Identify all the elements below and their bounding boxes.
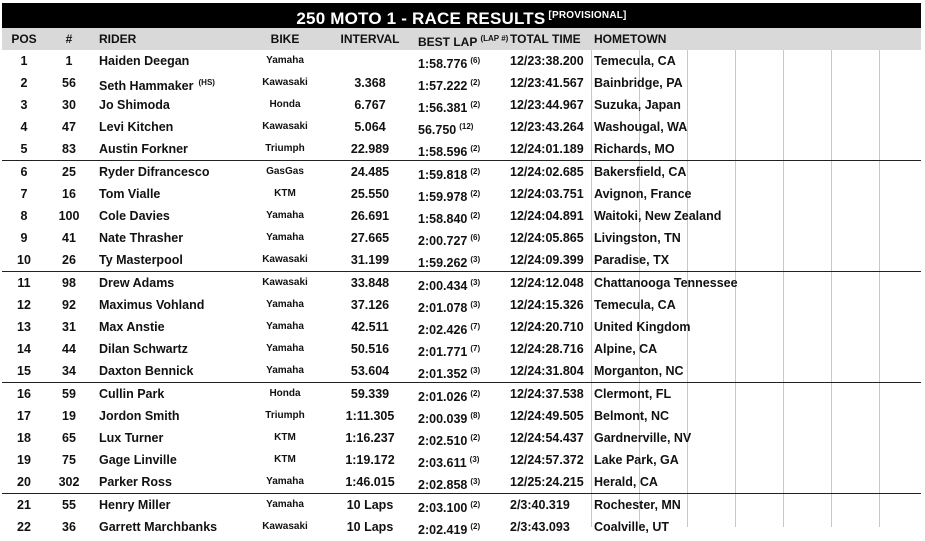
interval-cell: 25.550 <box>350 187 390 201</box>
total-time-cell: 12/24:57.372 <box>510 453 584 467</box>
rider-name-cell <box>99 360 259 382</box>
rider-number-cell: 25 <box>62 165 76 179</box>
hometown-cell: Washougal, WA <box>594 120 688 134</box>
total-time-cell: 12/24:15.326 <box>510 298 584 312</box>
best-lap-number: (3) <box>470 300 481 309</box>
table-row <box>2 405 921 427</box>
interval-cell: 31.199 <box>350 253 390 267</box>
hometown-cell: Temecula, CA <box>594 54 676 68</box>
total-time-cell: 12/24:37.538 <box>510 387 584 401</box>
rider-name: Nate Thrasher <box>99 231 184 245</box>
bike-cell: Yamaha <box>266 499 304 510</box>
rider-name-cell <box>99 138 259 160</box>
rider-number-cell: 44 <box>62 342 76 356</box>
rider-name-cell <box>99 272 259 294</box>
interval-cell: 53.604 <box>350 364 390 378</box>
best-lap-cell <box>418 249 510 274</box>
best-lap-number: (2) <box>470 389 481 398</box>
table-row <box>2 50 921 72</box>
interval-cell: 1:16.237 <box>345 431 395 445</box>
bike-cell: Kawasaki <box>262 121 308 132</box>
bike-cell: Kawasaki <box>262 521 308 532</box>
bike-cell: Yamaha <box>266 210 304 221</box>
rider-name-cell <box>99 383 259 405</box>
best-lap-number: (6) <box>470 233 481 242</box>
rider-number-cell: 31 <box>62 320 76 334</box>
table-row <box>2 183 921 205</box>
bike-cell: Kawasaki <box>262 77 308 88</box>
interval-cell: 3.368 <box>354 76 386 90</box>
best-lap-number: (7) <box>470 344 481 353</box>
total-time-cell: 12/23:38.200 <box>510 54 584 68</box>
bike-cell: Yamaha <box>266 321 304 332</box>
best-lap-number: (2) <box>470 144 481 153</box>
hometown-cell: Bakersfield, CA <box>594 165 687 179</box>
results-title: 250 MOTO 1 - RACE RESULTS <box>296 9 546 28</box>
rider-number-cell: 47 <box>62 120 76 134</box>
best-lap-time: 2:01.771 <box>418 345 468 359</box>
rider-name-cell <box>99 338 259 360</box>
bike-cell: Yamaha <box>266 55 304 66</box>
rider-name: Lux Turner <box>99 431 164 445</box>
rider-number-cell: 56 <box>62 76 76 90</box>
col-number-header: # <box>65 32 73 46</box>
total-time-cell: 2/3:43.093 <box>510 520 570 534</box>
hometown-cell: Suzuka, Japan <box>594 98 681 112</box>
position-cell: 9 <box>20 231 28 245</box>
total-time-cell: 12/24:03.751 <box>510 187 584 201</box>
interval-cell: 1:11.305 <box>345 409 395 423</box>
bike-cell: KTM <box>274 188 296 199</box>
table-row <box>2 516 921 538</box>
rider-name: Gage Linville <box>99 453 177 467</box>
rider-number-cell: 83 <box>62 142 76 156</box>
rider-name: Jordon Smith <box>99 409 180 423</box>
best-lap-number: (2) <box>470 78 481 87</box>
rider-number-cell: 41 <box>62 231 76 245</box>
best-lap-time: 2:01.078 <box>418 301 468 315</box>
interval-cell: 37.126 <box>350 298 390 312</box>
best-lap-number: (12) <box>459 122 474 131</box>
rider-name: Henry Miller <box>99 498 171 512</box>
best-lap-number: (6) <box>470 56 481 65</box>
rider-number-cell: 92 <box>62 298 76 312</box>
table-row <box>2 94 921 116</box>
table-row <box>2 116 921 138</box>
table-row <box>2 227 921 249</box>
bike-cell: Triumph <box>265 410 305 421</box>
rider-name-cell <box>99 50 259 72</box>
interval-cell: 50.516 <box>350 342 390 356</box>
rider-number-cell: 55 <box>62 498 76 512</box>
rider-name-cell <box>99 494 259 516</box>
best-lap-number: (2) <box>470 211 481 220</box>
hometown-cell: Temecula, CA <box>594 298 676 312</box>
best-lap-time: 2:01.352 <box>418 367 468 381</box>
rider-name: Austin Forkner <box>99 142 188 156</box>
bike-cell: KTM <box>274 454 296 465</box>
hometown-cell: United Kingdom <box>594 320 691 334</box>
rider-number-cell: 36 <box>62 520 76 534</box>
rider-name: Parker Ross <box>99 475 172 489</box>
table-row <box>2 449 921 471</box>
rider-name-cell <box>99 227 259 249</box>
rider-name-cell <box>99 183 259 205</box>
total-time-cell: 12/24:09.399 <box>510 253 584 267</box>
total-time-cell: 12/25:24.215 <box>510 475 584 489</box>
bike-cell: KTM <box>274 432 296 443</box>
best-lap-cell <box>418 516 510 541</box>
table-row <box>2 494 921 516</box>
best-lap-time: 1:58.840 <box>418 212 468 226</box>
rider-number-cell: 30 <box>62 98 76 112</box>
results-title-bar <box>2 3 921 28</box>
rider-tag: (HS) <box>198 78 215 87</box>
bike-cell: Triumph <box>265 143 305 154</box>
rider-name-cell <box>99 316 259 338</box>
best-lap-time: 1:57.222 <box>418 79 468 93</box>
position-cell: 5 <box>20 142 28 156</box>
position-cell: 15 <box>17 364 31 378</box>
table-row <box>2 138 921 161</box>
table-row <box>2 427 921 449</box>
total-time-cell: 2/3:40.319 <box>510 498 570 512</box>
best-lap-time: 2:00.727 <box>418 234 468 248</box>
table-row <box>2 161 921 183</box>
hometown-cell: Livingston, TN <box>594 231 681 245</box>
interval-cell: 24.485 <box>350 165 390 179</box>
total-time-cell: 12/24:02.685 <box>510 165 584 179</box>
rider-name: Cullin Park <box>99 387 165 401</box>
position-cell: 22 <box>17 520 31 534</box>
hometown-cell: Alpine, CA <box>594 342 658 356</box>
rider-name: Max Anstie <box>99 320 165 334</box>
best-lap-number: (2) <box>470 433 481 442</box>
rider-name-cell <box>99 249 259 271</box>
interval-cell: 33.848 <box>350 276 390 290</box>
table-row <box>2 249 921 272</box>
rider-number-cell: 302 <box>58 475 80 489</box>
table-header <box>2 28 921 50</box>
best-lap-time: 2:00.434 <box>418 279 468 293</box>
rider-number-cell: 75 <box>62 453 76 467</box>
best-lap-number: (3) <box>470 366 481 375</box>
rider-number-cell: 19 <box>62 409 76 423</box>
rider-number-cell: 26 <box>62 253 76 267</box>
bike-cell: Yamaha <box>266 343 304 354</box>
rider-name-cell <box>99 471 259 493</box>
interval-cell: 1:46.015 <box>345 475 395 489</box>
rider-name: Haiden Deegan <box>99 54 190 68</box>
col-rider-header: RIDER <box>99 32 137 46</box>
best-lap-number: (2) <box>470 167 481 176</box>
total-time-cell: 12/24:04.891 <box>510 209 584 223</box>
best-lap-number: (3) <box>470 477 481 486</box>
position-cell: 7 <box>20 187 28 201</box>
rider-name: Levi Kitchen <box>99 120 174 134</box>
position-cell: 16 <box>17 387 31 401</box>
position-cell: 1 <box>20 54 28 68</box>
position-cell: 3 <box>20 98 28 112</box>
rider-name-cell <box>99 516 259 538</box>
interval-cell: 10 Laps <box>346 520 394 534</box>
bike-cell: Kawasaki <box>262 254 308 265</box>
provisional-tag: [PROVISIONAL] <box>548 10 627 21</box>
rider-number-cell: 59 <box>62 387 76 401</box>
rider-name-cell <box>99 449 259 471</box>
best-lap-cell <box>418 360 510 385</box>
bike-cell: Yamaha <box>266 299 304 310</box>
rider-number-cell: 98 <box>62 276 76 290</box>
interval-cell: 6.767 <box>354 98 386 112</box>
col-total-time-header: TOTAL TIME <box>510 32 581 46</box>
hometown-cell: Morganton, NC <box>594 364 684 378</box>
total-time-cell: 12/23:44.967 <box>510 98 584 112</box>
best-lap-time: 56.750 <box>418 123 457 137</box>
best-lap-time: 1:59.818 <box>418 168 468 182</box>
best-lap-number: (2) <box>470 522 481 531</box>
best-lap-number: (2) <box>470 189 481 198</box>
table-row <box>2 294 921 316</box>
table-row <box>2 272 921 294</box>
hometown-cell: Gardnerville, NV <box>594 431 692 445</box>
best-lap-time: 1:56.381 <box>418 101 468 115</box>
col-bike-header: BIKE <box>270 32 300 46</box>
bike-cell: Yamaha <box>266 476 304 487</box>
interval-cell: 59.339 <box>350 387 390 401</box>
col-interval-header: INTERVAL <box>340 32 400 46</box>
hometown-cell: Belmont, NC <box>594 409 669 423</box>
position-cell: 18 <box>17 431 31 445</box>
position-cell: 4 <box>20 120 28 134</box>
best-lap-number: (8) <box>470 411 481 420</box>
interval-cell: 10 Laps <box>346 498 394 512</box>
best-lap-time: 2:02.426 <box>418 323 468 337</box>
rider-name: Garrett Marchbanks <box>99 520 218 534</box>
rider-number-cell: 16 <box>62 187 76 201</box>
rider-name: Ty Masterpool <box>99 253 183 267</box>
col-pos-header: POS <box>11 32 37 46</box>
best-lap-time: 1:58.776 <box>418 57 468 71</box>
rider-name-cell <box>99 427 259 449</box>
best-lap-time: 2:02.419 <box>418 523 468 537</box>
hometown-cell: Clermont, FL <box>594 387 672 401</box>
best-lap-number: (3) <box>469 455 480 464</box>
position-cell: 10 <box>17 253 31 267</box>
best-lap-number: (7) <box>470 322 481 331</box>
best-lap-time: 2:01.026 <box>418 390 468 404</box>
bike-cell: Honda <box>269 99 301 110</box>
interval-cell: 5.064 <box>354 120 386 134</box>
best-lap-label: BEST LAP <box>418 35 478 49</box>
best-lap-time: 1:59.978 <box>418 190 468 204</box>
interval-cell: 27.665 <box>350 231 390 245</box>
best-lap-number: (3) <box>470 255 481 264</box>
hometown-cell: Richards, MO <box>594 142 675 156</box>
best-lap-time: 2:02.858 <box>418 478 468 492</box>
rider-name-cell <box>99 116 259 138</box>
rider-name: Seth Hammaker <box>99 79 194 93</box>
rider-name-cell <box>99 405 259 427</box>
best-lap-time: 1:59.262 <box>418 256 468 270</box>
hometown-cell: Herald, CA <box>594 475 658 489</box>
position-cell: 2 <box>20 76 28 90</box>
hometown-cell: Waitoki, New Zealand <box>594 209 722 223</box>
bike-cell: Honda <box>269 388 301 399</box>
total-time-cell: 12/24:54.437 <box>510 431 584 445</box>
position-cell: 12 <box>17 298 31 312</box>
rider-number-cell: 65 <box>62 431 76 445</box>
rider-name: Jo Shimoda <box>99 98 170 112</box>
position-cell: 8 <box>20 209 28 223</box>
table-row <box>2 360 921 383</box>
best-lap-number: (2) <box>470 100 481 109</box>
rider-name-cell <box>99 161 259 183</box>
hometown-cell: Avignon, France <box>594 187 692 201</box>
best-lap-time: 2:03.611 <box>418 456 467 470</box>
position-cell: 11 <box>17 276 31 290</box>
lap-number-label: (LAP #) <box>480 34 509 43</box>
rider-name: Tom Vialle <box>99 187 161 201</box>
results-table-body <box>2 50 921 538</box>
hometown-cell: Chattanooga Tennessee <box>594 276 738 290</box>
position-cell: 14 <box>17 342 31 356</box>
hometown-cell: Bainbridge, PA <box>594 76 683 90</box>
position-cell: 20 <box>17 475 31 489</box>
table-row <box>2 316 921 338</box>
interval-cell: 22.989 <box>350 142 390 156</box>
total-time-cell: 12/24:28.716 <box>510 342 584 356</box>
best-lap-number: (3) <box>470 278 481 287</box>
total-time-cell: 12/24:31.804 <box>510 364 584 378</box>
best-lap-number: (2) <box>470 500 481 509</box>
position-cell: 19 <box>17 453 31 467</box>
total-time-cell: 12/24:01.189 <box>510 142 584 156</box>
total-time-cell: 12/24:49.505 <box>510 409 584 423</box>
table-row <box>2 205 921 227</box>
bike-cell: GasGas <box>266 166 304 177</box>
rider-number-cell: 1 <box>65 54 73 68</box>
rider-number-cell: 100 <box>58 209 80 223</box>
table-row <box>2 471 921 494</box>
table-row <box>2 383 921 405</box>
total-time-cell: 12/23:43.264 <box>510 120 584 134</box>
hometown-cell: Paradise, TX <box>594 253 670 267</box>
position-cell: 6 <box>20 165 28 179</box>
total-time-cell: 12/24:05.865 <box>510 231 584 245</box>
table-row <box>2 338 921 360</box>
table-row <box>2 72 921 94</box>
col-hometown-header: HOMETOWN <box>594 32 667 46</box>
bike-cell: Yamaha <box>266 232 304 243</box>
position-cell: 21 <box>17 498 31 512</box>
rider-name: Drew Adams <box>99 276 175 290</box>
best-lap-time: 2:00.039 <box>418 412 468 426</box>
rider-name-cell <box>99 294 259 316</box>
rider-name: Ryder Difrancesco <box>99 165 210 179</box>
interval-cell: 42.511 <box>351 320 389 334</box>
rider-name: Dilan Schwartz <box>99 342 188 356</box>
position-cell: 13 <box>17 320 31 334</box>
total-time-cell: 12/24:12.048 <box>510 276 584 290</box>
rider-name: Daxton Bennick <box>99 364 194 378</box>
rider-name: Maximus Vohland <box>99 298 205 312</box>
bike-cell: Kawasaki <box>262 277 308 288</box>
hometown-cell: Rochester, MN <box>594 498 681 512</box>
hometown-cell: Coalville, UT <box>594 520 670 534</box>
best-lap-time: 1:58.596 <box>418 145 468 159</box>
best-lap-cell <box>418 138 510 163</box>
rider-name: Cole Davies <box>99 209 170 223</box>
rider-name-cell <box>99 205 259 227</box>
interval-cell: 1:19.172 <box>345 453 395 467</box>
bike-cell: Yamaha <box>266 365 304 376</box>
best-lap-time: 2:02.510 <box>418 434 468 448</box>
hometown-cell: Lake Park, GA <box>594 453 679 467</box>
best-lap-cell <box>418 471 510 496</box>
rider-name-cell <box>99 94 259 116</box>
best-lap-time: 2:03.100 <box>418 501 468 515</box>
interval-cell: 26.691 <box>350 209 390 223</box>
position-cell: 17 <box>17 409 31 423</box>
total-time-cell: 12/24:20.710 <box>510 320 584 334</box>
total-time-cell: 12/23:41.567 <box>510 76 584 90</box>
rider-number-cell: 34 <box>62 364 76 378</box>
